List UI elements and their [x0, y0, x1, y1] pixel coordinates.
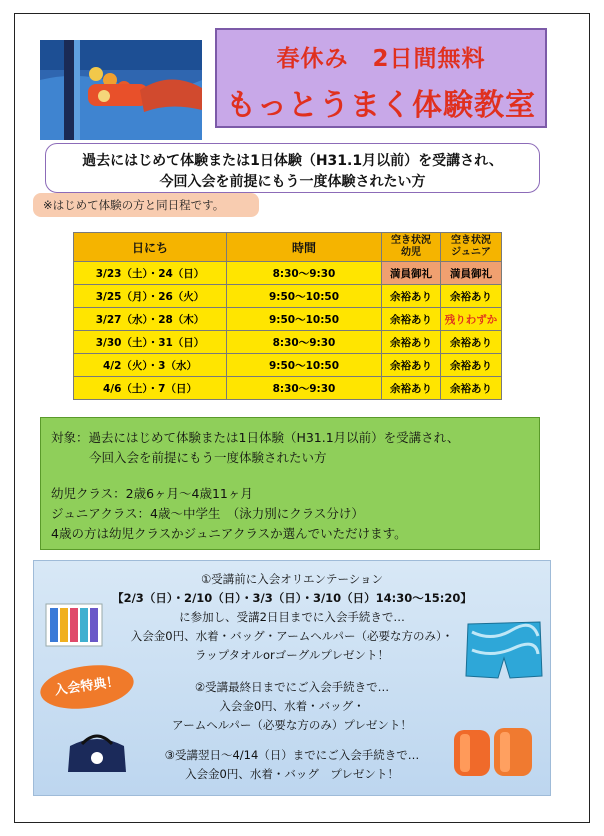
cell-infant-status: 満員御礼 [382, 262, 441, 285]
cell-junior-status: 残りわずか [441, 308, 502, 331]
cell-time: 9:50～10:50 [227, 308, 382, 331]
cell-date: 4/6（土）・7（日） [74, 377, 227, 400]
title-line-2: もっとうまく体験教室 [226, 88, 536, 123]
header-infant-availability [382, 233, 441, 262]
header-infant-l1: 空き状況 [391, 235, 431, 246]
header-infant-l2: 幼児 [401, 247, 421, 258]
header-date: 日にち [74, 233, 227, 262]
swim-trunks-icon [462, 618, 546, 682]
cell-time: 8:30～9:30 [227, 331, 382, 354]
junior-class-age: ジュニアクラス：4歳～中学生 （泳力別にクラス分け） [51, 506, 364, 521]
table-header-row [74, 233, 502, 262]
cell-junior-status: 余裕あり [441, 377, 502, 400]
cell-time: 8:30～9:30 [227, 262, 382, 285]
benefit-1-line-3: に参加し、受講2日目までに入会手続きで… [179, 610, 405, 624]
intro-line-2: 今回入会を前提にもう一度体験されたい方 [159, 174, 426, 190]
title-box [215, 28, 547, 128]
benefit-1-line-5: ラップタオルorゴーグルプレゼント！ [195, 648, 389, 662]
benefit-1-line-4: 入会金0円、水着・バッグ・アームヘルパー（必要な方のみ）・ [130, 629, 454, 643]
swimming-pool-photo [40, 40, 202, 140]
target-line-1: 対象：過去にはじめて体験または1日体験（H31.1月以前）を受講され、 [51, 430, 460, 445]
target-info-box [40, 417, 540, 550]
arm-helper-icon [450, 724, 536, 780]
benefit-3-line-2: 入会金0円、水着・バッグ プレゼント！ [185, 767, 399, 781]
cell-time: 8:30～9:30 [227, 377, 382, 400]
cell-infant-status: 余裕あり [382, 354, 441, 377]
cell-date: 3/25（月）・26（火） [74, 285, 227, 308]
intro-line-1: 過去にはじめて体験または1日体験（H31.1月以前）を受講され、 [82, 153, 503, 169]
cell-junior-status: 余裕あり [441, 285, 502, 308]
table-row [74, 377, 502, 400]
cell-infant-status: 余裕あり [382, 285, 441, 308]
cell-time: 9:50～10:50 [227, 285, 382, 308]
benefit-2-line-3: アームヘルパー（必要な方のみ）プレゼント！ [172, 718, 412, 732]
header-time: 時間 [227, 233, 382, 262]
benefit-2-line-2: 入会金0円、水着・バッグ・ [219, 699, 365, 713]
cell-junior-status: 余裕あり [441, 354, 502, 377]
title-line-1: 春休み 2日間無料 [276, 46, 486, 72]
cell-date: 4/2（火）・3（水） [74, 354, 227, 377]
same-schedule-note: ※はじめて体験の方と同日程です。 [33, 193, 259, 217]
cell-infant-status: 余裕あり [382, 377, 441, 400]
cell-junior-status: 余裕あり [441, 331, 502, 354]
cell-infant-status: 余裕あり [382, 331, 441, 354]
table-row [74, 262, 502, 285]
infant-class-age: 幼児クラス：2歳6ヶ月～4歳11ヶ月 [51, 486, 253, 501]
four-year-old-note: 4歳の方は幼児クラスかジュニアクラスか選んでいただけます。 [51, 526, 407, 541]
cell-date: 3/23（土）・24（日） [74, 262, 227, 285]
intro-box [45, 143, 540, 193]
header-junior-l1: 空き状況 [451, 235, 491, 246]
table-row [74, 331, 502, 354]
enrollment-bonus-badge: 入会特典！ [38, 660, 137, 715]
benefit-3-title: ③受講翌日～4/14（日）までにご入会手続きで… [164, 748, 420, 762]
table-row [74, 308, 502, 331]
target-line-2: 今回入会を前提にもう一度体験されたい方 [89, 450, 327, 465]
cell-date: 3/30（土）・31（日） [74, 331, 227, 354]
swim-bag-icon [64, 726, 130, 778]
header-junior-availability [441, 233, 502, 262]
cell-time: 9:50～10:50 [227, 354, 382, 377]
cell-date: 3/27（水）・28（木） [74, 308, 227, 331]
cell-infant-status: 余裕あり [382, 308, 441, 331]
table-row [74, 354, 502, 377]
table-row [74, 285, 502, 308]
schedule-table [73, 232, 502, 400]
benefit-1-dates: 【2/3（日）・2/10（日）・3/3（日）・3/10（日）14:30～15:20】 [112, 591, 472, 605]
benefit-2-title: ②受講最終日までにご入会手続きで… [194, 680, 390, 694]
benefit-1-title: ①受講前に入会オリエンテーション [200, 572, 384, 586]
cell-junior-status: 満員御礼 [441, 262, 502, 285]
goggles-pack-icon [44, 600, 104, 650]
header-junior-l2: ジュニア [451, 247, 491, 258]
